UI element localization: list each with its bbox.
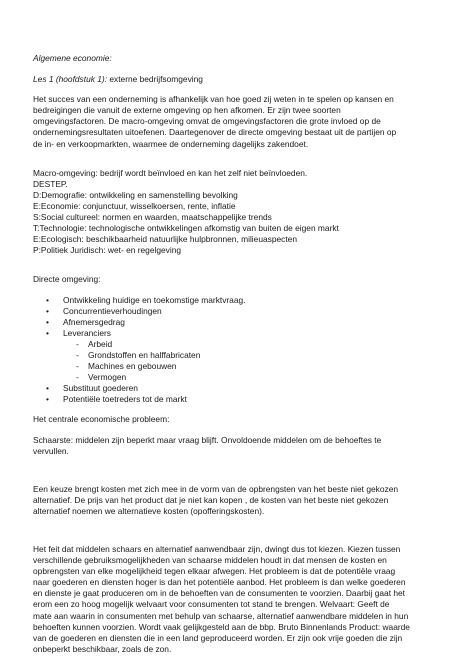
welvaart-line: opbrengsten van elke mogelijkheid tegen elkaar afwegen. Het probleem is dat de potentiële vraag [33, 566, 396, 577]
lesson-heading-rest: externe bedrijfsomgeving [107, 74, 203, 85]
list-item-text: Potentiële toetreders tot de markt [63, 394, 187, 405]
bullet-icon: • [46, 394, 49, 405]
intro-line: bedreigingen die vanuit de externe omgeving op hen afkomen. Er zijn twee soorten [33, 105, 341, 116]
macro-line: E:Economie: conjunctuur, wisselkoersen, rente, inflatie [33, 200, 236, 211]
lesson-heading-italic: Les 1 (hoofdstuk 1): [33, 74, 108, 85]
keuze-line: alternatief noemen we alternatieve kosten (opofferingskosten). [33, 505, 265, 516]
list-item [46, 394, 434, 405]
welvaart-line: erom een zo hoog mogelijk welvaart voor consumenten tot stand te brengen. Welvaart: Geeft de [33, 599, 390, 610]
intro-line: ondernemingsresultaten uitoefenen. Daartegenover de directe omgeving bestaat uit de partijen op [33, 127, 397, 138]
welvaart-line: mate aan waarin in consumenten met behulp van schaarse, alternatief aanwendbare middelen in hun [33, 610, 409, 621]
dash-icon: - [76, 338, 79, 349]
list-item-text: Afnemersgedrag [63, 316, 125, 327]
sublist-item-text: Vermogen [88, 372, 127, 383]
bullet-icon: • [46, 383, 49, 394]
list-item [46, 316, 434, 328]
sublist-item [76, 361, 434, 372]
macro-line: P:Politiek Juridisch: wet- en regelgeving [33, 245, 182, 256]
schaarste-line: vervullen. [33, 445, 69, 456]
bullet-icon: • [46, 294, 49, 305]
macro-omgeving-section [33, 168, 434, 257]
macro-line: E:Ecologisch: beschikbaarheid natuurlijke hulpbronnen, milieuaspecten [33, 234, 297, 245]
list-item [46, 383, 434, 394]
list-item [46, 327, 434, 383]
list-item-text: Substituut goederen [63, 383, 138, 394]
sublist-item-text: Arbeid [88, 338, 113, 349]
macro-line: S:Social cultureel: normen en waarden, maatschappelijke trends [33, 212, 272, 223]
macro-line: DESTEP. [33, 178, 68, 189]
sublist-item [76, 338, 434, 350]
schaarste-line: Schaarste: middelen zijn beperkt maar vraag blijft. Onvoldoende middelen om de behoeftes te [33, 434, 382, 445]
lesson-heading [33, 74, 434, 85]
centrale-probleem-heading: Het centrale economische probleem: [33, 414, 170, 425]
document-title: Algemene economie: [33, 53, 112, 63]
macro-line: T:Technologie: technologische ontwikkelingen afkomstig van buiten de eigen markt [33, 223, 339, 234]
intro-line: Het succes van een onderneming is afhankelijk van hoe goed zij weten in te spelen op kansen en [33, 94, 394, 105]
list-item [46, 305, 434, 317]
directe-omgeving-list [33, 295, 434, 406]
bullet-icon: • [46, 305, 49, 316]
intro-line: omgevingsfactoren. De macro-omgeving omvat de omgevingsfactoren die grote invloed op de [33, 116, 381, 127]
sublist-item-text: Grondstoffen en halffabricaten [88, 349, 201, 360]
welvaart-line: naar goederen en diensten hoger is dan het potentiële aanbod. Het probleem is dan welke goederen [33, 577, 406, 588]
list-item-text: Concurrentieverhoudingen [63, 305, 162, 316]
keuze-line: alternatief. De prijs van het product dat je niet kan kopen , de kosten van het beste niet gekozen [33, 494, 389, 505]
sublist-item [76, 372, 434, 383]
list-item-text: Leveranciers [63, 327, 111, 338]
sublist-item-text: Machines en gebouwen [88, 361, 177, 372]
bullet-icon: • [46, 327, 49, 338]
bullet-icon: • [46, 316, 49, 327]
sublist-item [76, 349, 434, 361]
intro-line: de in- en verkoopmarkten, waarmee de onderneming dagelijks zakendoet. [33, 138, 309, 149]
welvaart-line: onbeperkt beschikbaar, zoals de zon. [33, 643, 172, 654]
dash-icon: - [76, 372, 79, 383]
welvaart-line: verschillende gebruiksmogelijkheden van schaarse middelen houdt in dat mensen de kosten en [33, 555, 387, 566]
welvaart-line: behoeften kunnen voorzien. Wordt vaak gelijkgesteld aan de bbp. Bruto Binnenlands Product: waarde [33, 621, 410, 632]
macro-line: D:Demografie: ontwikkeling en samenstelling bevolking [33, 189, 238, 200]
welvaart-line: Het feit dat middelen schaars en alternatief aanwendbaar zijn, dwingt dus tot kiezen. Kiezen tussen [33, 544, 401, 554]
leveranciers-sublist [63, 339, 434, 383]
welvaart-line: en dienste je gaat produceren om in de behoeften van de consumenten te voorzien. Daarbij gaat het [33, 588, 406, 599]
list-item [46, 294, 434, 306]
list-item-text: Ontwikkeling huidige en toekomstige marktvraag. [63, 294, 246, 305]
keuze-line: Een keuze brengt kosten met zich mee in de vorm van de opbrengsten van het beste niet gekozen [33, 483, 399, 494]
welvaart-line: van de goederen en diensten die in een land geproduceerd worden. Er zijn ook vrije goeden die zijn [33, 632, 403, 643]
dash-icon: - [76, 361, 79, 372]
macro-line: Macro-omgeving: bedrijf wordt beïnvloed en kan het zelf niet beïnvloeden. [33, 167, 308, 178]
dash-icon: - [76, 349, 79, 360]
directe-omgeving-heading: Directe omgeving: [33, 274, 101, 285]
